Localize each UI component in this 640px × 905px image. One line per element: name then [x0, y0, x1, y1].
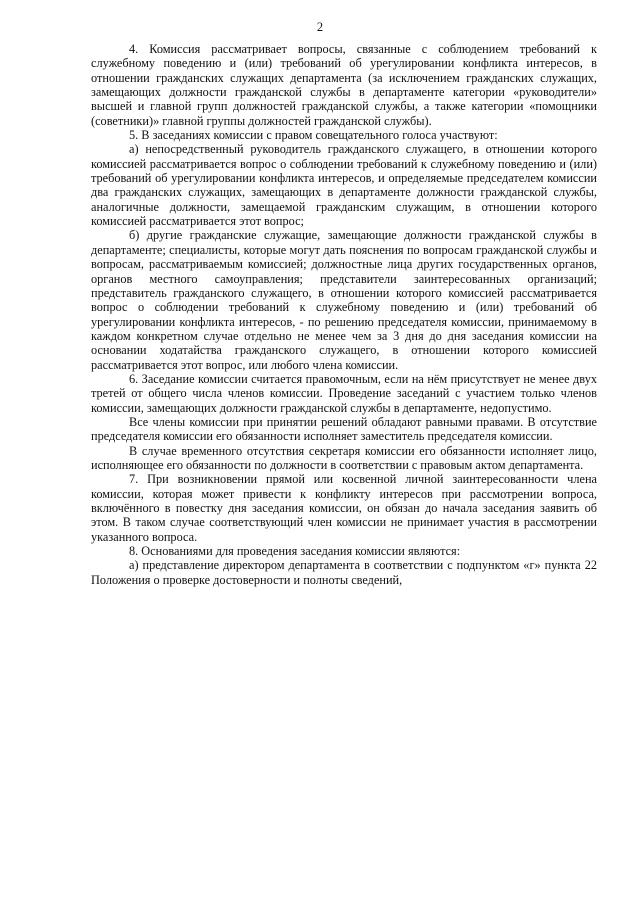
- paragraph-8a-director-submission: а) представление директором департамента в соответствии с подпунктом «г» пункта 22 Положения о проверке достоверности и полноты сведений,: [91, 558, 597, 587]
- paragraph-6-quorum: 6. Заседание комиссии считается правомочным, если на нём присутствует не менее двух третей от общего числа членов комиссии. Проведение заседаний с участием только членов комиссии, замещающих должности гражданской службы в департаменте, недопустимо.: [91, 371, 597, 415]
- paragraph-5-participants: 5. В заседаниях комиссии с правом совещательного голоса участвуют:: [129, 128, 498, 143]
- paragraph-5a-direct-supervisor: а) непосредственный руководитель гражданского служащего, в отношении которого комиссией рассматривается вопрос о соблюдении требований к служебному поведению и (или) требований об урегулировании конфликта интересов, и определяемые председателем комиссии два гражданских служащих, замещающих в департаменте должности гражданской службы, аналогичные должности, замещаемой гражданским служащим, в отношении которого комиссией рассматривается этот вопрос;: [91, 142, 597, 229]
- paragraph-7-conflict-of-interest: 7. При возникновении прямой или косвенной личной заинтересованности члена комиссии, которая может привести к конфликту интересов при рассмотрении вопроса, включённого в повестку дня заседания комиссии, он обязан до начала заседания заявить об этом. В таком случае соответствующий член комиссии не принимает участия в рассмотрении указанного вопроса.: [91, 472, 597, 544]
- page-number: 2: [316, 20, 324, 34]
- paragraph-4-commission-scope: 4. Комиссия рассматривает вопросы, связанные с соблюдением требований к служебному поведению и (или) требований об урегулировании конфликта интересов, в отношении гражданских служащих департамента (за исключением гражданских служащих, замещающих должности гражданской службы в департаменте категории «руководители» высшей и главной групп должностей гражданской службы, а также категории «помощники (советники)» главной группы должностей гражданской службы).: [91, 42, 597, 128]
- paragraph-5b-other-participants: б) другие гражданские служащие, замещающие должности гражданской службы в департаменте; специалисты, которые могут дать пояснения по вопросам гражданской службы и вопросам, рассматриваемым комиссией; должностные лица других государственных органов, органов местного самоуправления; представители заинтересованных организаций; представитель гражданского служащего, в отношении которого комиссией рассматривается вопрос о соблюдении требований к служебному поведению и (или) требований об урегулировании конфликта интересов, - по решению председателя комиссии, принимаемому в каждом конкретном случае отдельно не менее чем за 3 дня до дня заседания комиссии на основании ходатайства гражданского служащего, в отношении которого комиссией рассматривается этот вопрос, или любого члена комиссии.: [91, 228, 597, 372]
- paragraph-8-grounds: 8. Основаниями для проведения заседания комиссии являются:: [129, 544, 461, 559]
- document-body: [91, 42, 597, 587]
- paragraph-secretary-absence: В случае временного отсутствия секретаря комиссии его обязанности исполняет лицо, исполняющее его обязанности по должности в соответствии с правовым актом департамента.: [91, 443, 597, 472]
- paragraph-equal-rights: Все члены комиссии при принятии решений обладают равными правами. В отсутствие председателя комиссии его обязанности исполняет заместитель председателя комиссии.: [91, 414, 597, 444]
